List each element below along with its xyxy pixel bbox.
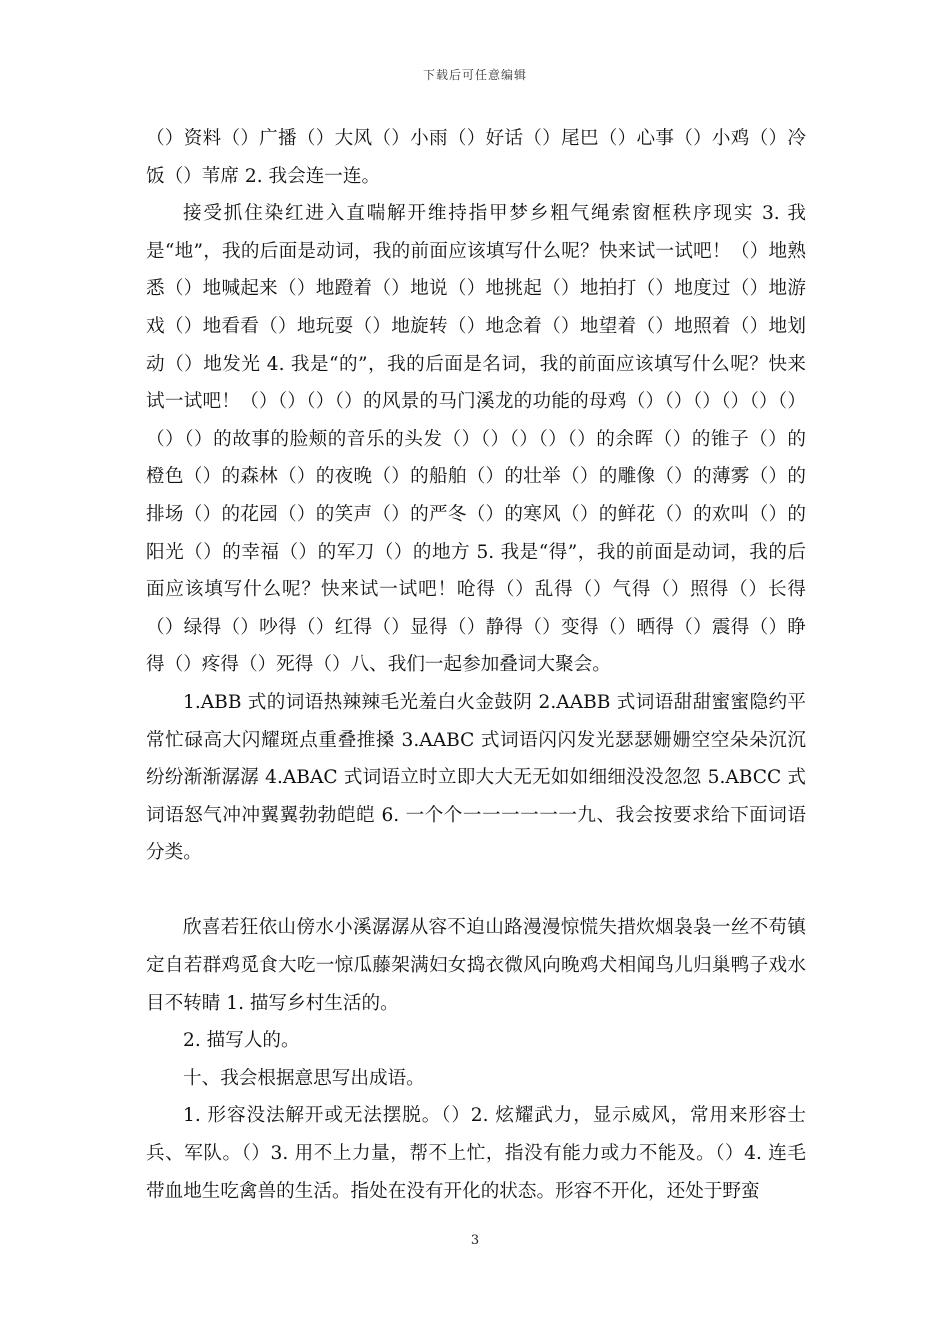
paragraph-5: 2. 描写人的。 bbox=[183, 1030, 300, 1052]
page-number: 3 bbox=[470, 1233, 480, 1248]
paragraph-1: （）资料（）广播（）大风（）小雨（）好话（）尾巴（）心事（）小鸡（）冷饭（）苇席 2. 我会连一连。 bbox=[146, 128, 806, 187]
paragraph-3: 1.ABB 式的词语热辣辣毛光羞白火金鼓阴 2.AABB 式词语甜甜蜜蜜隐约平常忙碌高大闪耀斑点重叠推搡 3.AABC 式词语闪闪发光瑟瑟姗姗空空朵朵沉沉纷纷渐渐潺潺 4.ABAC 式词语立时立即大大无无如如细细没没忽忽 5.ABCC 式词语怒气冲冲翼翼勃勃皑皑 6. 一个个一一一一一一九、我会按要求给下面词语分类。 bbox=[146, 691, 806, 864]
blank-line bbox=[146, 872, 806, 910]
page-header: 下载后可任意编辑 bbox=[422, 68, 527, 82]
section-heading-ten: 十、我会根据意思写出成语。 bbox=[183, 1067, 425, 1089]
paragraph-6: 1. 形容没法解开或无法摆脱。（）2. 炫耀武力，显示威风，常用来形容士兵、军队。（）3. 用不上力量，帮不上忙，指没有能力或力不能及。（）4. 连毛带血地生吃禽兽的生活。指处在没有开化的状态。形容不开化，还处于野蛮 bbox=[146, 1105, 806, 1202]
paragraph-2: 接受抓住染红进入直喘解开维持指甲梦乡粗气绳索窗框秩序现实 3. 我是“地”，我的后面是动词，我的前面应该填写什么呢？快来试一试吧！（）地熟悉（）地喊起来（）地蹬着（）地说（）地挑起（）地拍打（）地度过（）地游戏（）地看看（）地玩耍（）地旋转（）地念着（）地望着（）地照着（）地划动（）地发光 4. 我是“的”，我的后面是名词，我的前面应该填写什么呢？快来试一试吧！（）（）（）（）的风景的马门溪龙的功能的母鸡（）（）（）（）（）（）（）（）的故事的脸颊的音乐的头发（）（）（）（）（）的余晖（）的锥子（）的橙色（）的森林（）的夜晚（）的船舶（）的壮举（）的雕像（）的薄雾（）的排场（）的花园（）的笑声（）的严冬（）的寒风（）的鲜花（）的欢叫（）的阳光（）的幸福（）的军刀（）的地方 5. 我是“得”，我的前面是动词，我的后面应该填写什么呢？快来试一试吧！呛得（）乱得（）气得（）照得（）长得（）绿得（）吵得（）红得（）显得（）静得（）变得（）晒得（）震得（）睁得（）疼得（）死得（）八、我们一起参加叠词大聚会。 bbox=[146, 203, 806, 676]
document-body bbox=[146, 120, 806, 1210]
paragraph-4: 欣喜若狂依山傍水小溪潺潺从容不迫山路漫漫惊慌失措炊烟袅袅一丝不苟镇定自若群鸡觅食大吃一惊瓜藤架满妇女捣衣微风向晚鸡犬相闻鸟儿归巢鸭子戏水目不转睛 1. 描写乡村生活的。 bbox=[146, 917, 806, 1014]
